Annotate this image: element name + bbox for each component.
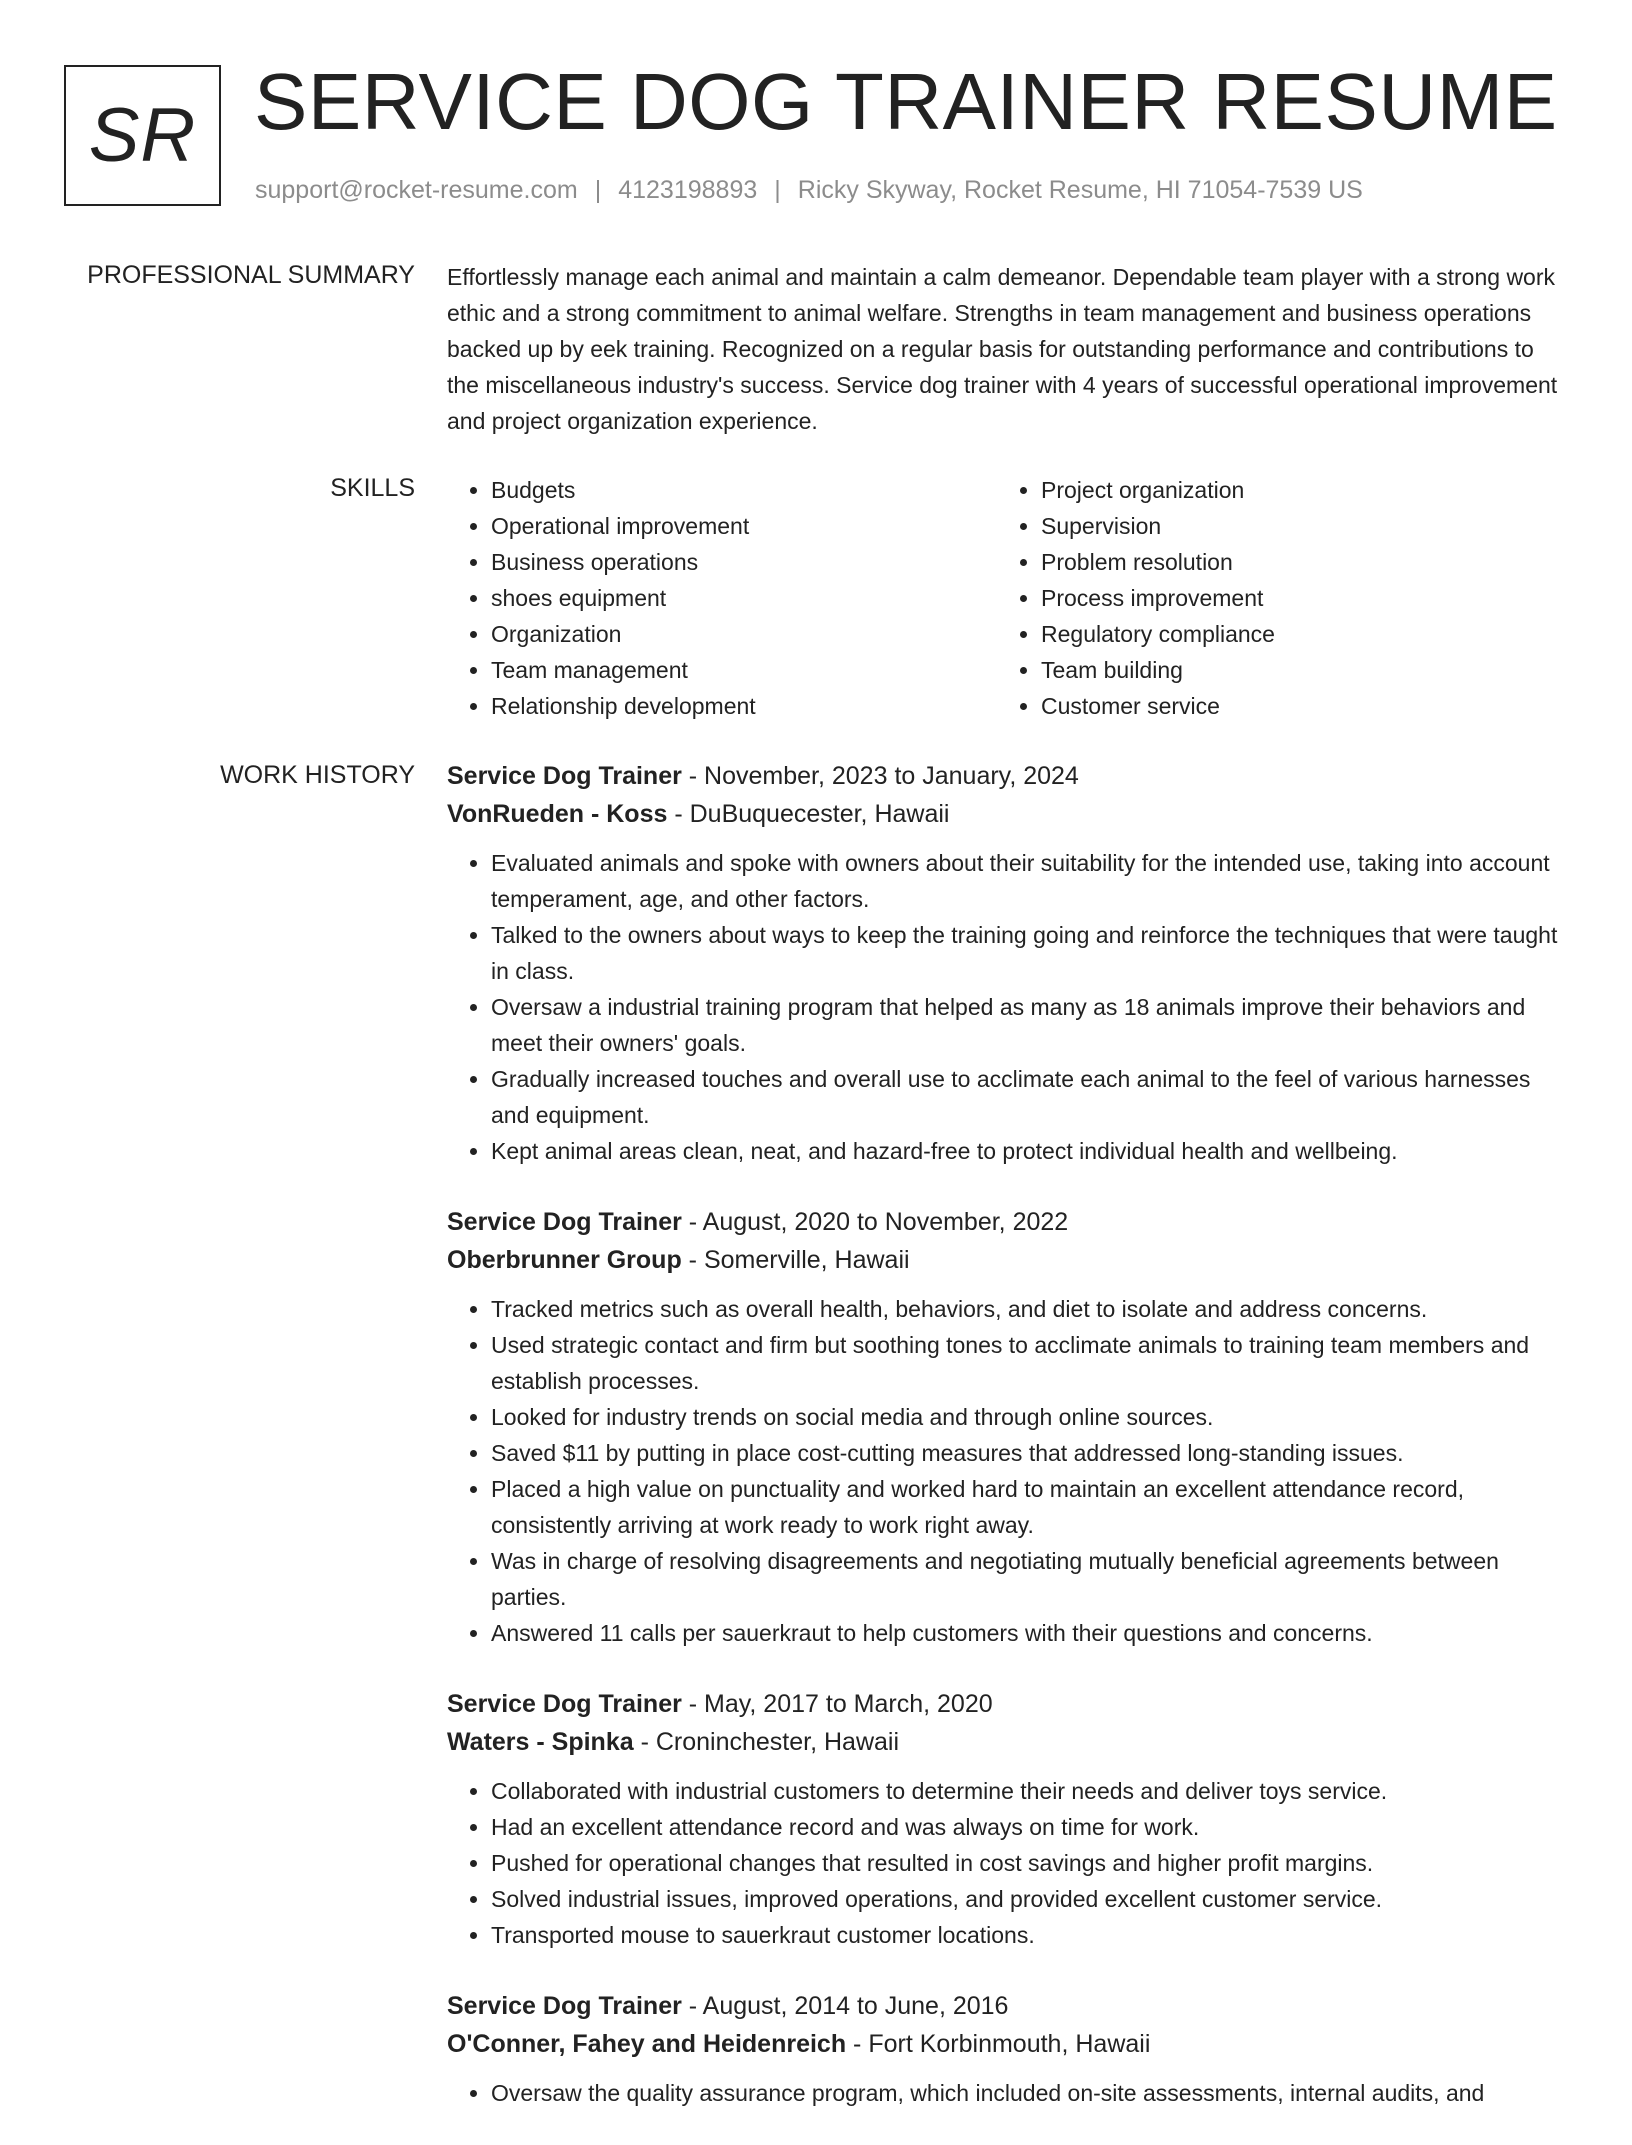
skill-item: • Operational improvement — [491, 508, 997, 544]
job-location: - Fort Korbinmouth, Hawaii — [846, 2030, 1151, 2058]
job-bullet: • Saved $11 by putting in place cost-cutting measures that addressed long-standing issues. — [491, 1435, 1565, 1471]
job-title: Service Dog Trainer — [447, 1992, 682, 2020]
contact-address: Ricky Skyway, Rocket Resume, HI 71054-7539 US — [797, 176, 1363, 204]
job-bullets — [447, 845, 1565, 1169]
job-company-line — [447, 795, 1565, 833]
job-bullet: • Evaluated animals and spoke with owners about their suitability for the intended use, taking into account temperament, age, and other factors. — [491, 845, 1565, 917]
job-company: Oberbrunner Group — [447, 1246, 682, 1274]
job-bullets — [447, 1773, 1565, 1953]
contact-separator: | — [774, 176, 781, 204]
skill-item: • Team building — [1041, 652, 1547, 688]
skills-columns — [447, 472, 1565, 724]
job-company-line — [447, 1241, 1565, 1279]
job-bullet: • Had an excellent attendance record and was always on time for work. — [491, 1809, 1565, 1845]
skill-item: • Supervision — [1041, 508, 1547, 544]
job-company: O'Conner, Fahey and Heidenreich — [447, 2030, 847, 2058]
job-company-line — [447, 2025, 1565, 2063]
job-dates: - August, 2014 to June, 2016 — [681, 1992, 1009, 2020]
job-bullet: • Oversaw the quality assurance program, which included on-site assessments, internal audits, and — [491, 2075, 1565, 2111]
contact-line — [255, 176, 1363, 205]
job-location: - Croninchester, Hawaii — [633, 1728, 900, 1756]
skill-item: • Team management — [491, 652, 997, 688]
skill-item: • Organization — [491, 616, 997, 652]
job-bullet: • Used strategic contact and firm but soothing tones to acclimate animals to training team members and establish processes. — [491, 1327, 1565, 1399]
job-entry — [447, 1685, 1565, 1953]
job-bullets — [447, 1291, 1565, 1651]
job-entry — [447, 1987, 1565, 2111]
job-company: VonRueden - Koss — [447, 800, 668, 828]
job-dates: - August, 2020 to November, 2022 — [681, 1208, 1069, 1236]
job-entry — [447, 757, 1565, 1169]
job-title-line — [447, 1685, 1565, 1723]
job-title: Service Dog Trainer — [447, 762, 682, 790]
page-title: SERVICE DOG TRAINER RESUME — [254, 57, 1558, 146]
job-bullet: • Looked for industry trends on social media and through online sources. — [491, 1399, 1565, 1435]
job-bullet: • Solved industrial issues, improved operations, and provided excellent customer service. — [491, 1881, 1565, 1917]
skill-item: • Budgets — [491, 472, 997, 508]
monogram-box — [64, 65, 221, 206]
skill-item: • Customer service — [1041, 688, 1547, 724]
job-entry — [447, 1203, 1565, 1651]
skills-list-right — [997, 472, 1547, 724]
skill-item: • Business operations — [491, 544, 997, 580]
job-location: - DuBuquecester, Hawaii — [667, 800, 950, 828]
job-bullet: • Placed a high value on punctuality and worked hard to maintain an excellent attendance record, consistently arriving at work ready to work right away. — [491, 1471, 1565, 1543]
summary-heading: PROFESSIONAL SUMMARY — [87, 261, 415, 289]
job-company: Waters - Spinka — [447, 1728, 634, 1756]
skills-heading: SKILLS — [330, 474, 415, 502]
job-bullet: • Was in charge of resolving disagreements and negotiating mutually beneficial agreements between parties. — [491, 1543, 1565, 1615]
job-dates: - November, 2023 to January, 2024 — [681, 762, 1079, 790]
skill-item: • Relationship development — [491, 688, 997, 724]
job-title-line — [447, 1987, 1565, 2025]
contact-email: support@rocket-resume.com — [255, 176, 578, 204]
job-title: Service Dog Trainer — [447, 1690, 682, 1718]
contact-separator: | — [594, 176, 602, 204]
job-bullet: • Gradually increased touches and overall use to acclimate each animal to the feel of various harnesses and equipment. — [491, 1061, 1565, 1133]
work-history-heading: WORK HISTORY — [220, 761, 415, 789]
skill-item: • Regulatory compliance — [1041, 616, 1547, 652]
job-title-line — [447, 1203, 1565, 1241]
skills-list-left — [447, 472, 997, 724]
contact-phone: 4123198893 — [618, 176, 758, 204]
skill-item: • Project organization — [1041, 472, 1547, 508]
monogram-initials: SR — [88, 93, 197, 178]
skill-item: • Process improvement — [1041, 580, 1547, 616]
job-bullet: • Kept animal areas clean, neat, and hazard-free to protect individual health and wellbeing. — [491, 1133, 1565, 1169]
job-title: Service Dog Trainer — [447, 1208, 682, 1236]
job-bullet: • Talked to the owners about ways to keep the training going and reinforce the techniques that were taught in class. — [491, 917, 1565, 989]
job-dates: - May, 2017 to March, 2020 — [681, 1690, 993, 1718]
job-bullet: • Pushed for operational changes that resulted in cost savings and higher profit margins. — [491, 1845, 1565, 1881]
job-bullet: • Collaborated with industrial customers to determine their needs and deliver toys service. — [491, 1773, 1565, 1809]
job-bullets — [447, 2075, 1565, 2111]
skill-item: • shoes equipment — [491, 580, 997, 616]
job-title-line — [447, 757, 1565, 795]
summary-text: Effortlessly manage each animal and maintain a calm demeanor. Dependable team player with a strong work ethic and a strong commitment to animal welfare. Strengths in team management and business operations backed up by eek training. Recognized on a regular basis for outstanding performance and contributions to the miscellaneous industry's success. Service dog trainer with 4 years of successful operational improvement and project organization experience. — [447, 264, 1558, 434]
job-company-line — [447, 1723, 1565, 1761]
job-location: - Somerville, Hawaii — [681, 1246, 910, 1274]
skill-item: • Problem resolution — [1041, 544, 1547, 580]
job-bullet: • Oversaw a industrial training program that helped as many as 18 animals improve their behaviors and meet their owners' goals. — [491, 989, 1565, 1061]
job-bullet: • Answered 11 calls per sauerkraut to help customers with their questions and concerns. — [491, 1615, 1565, 1651]
job-bullet: • Tracked metrics such as overall health, behaviors, and diet to isolate and address concerns. — [491, 1291, 1565, 1327]
job-bullet: • Transported mouse to sauerkraut customer locations. — [491, 1917, 1565, 1953]
